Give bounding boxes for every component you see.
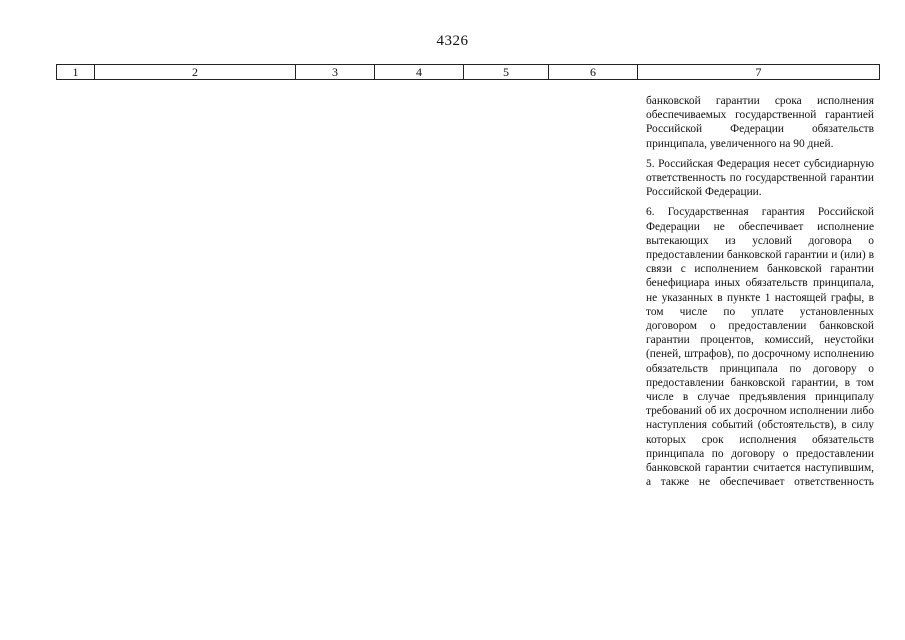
column-number-row bbox=[57, 65, 880, 80]
paragraph-continuation: банковской гарантии срока исполнения обеспечиваемых государственной гарантией Российской Федерации обязательств принципала, увеличенного на 90 дней. bbox=[646, 95, 874, 150]
column-header-table bbox=[56, 64, 880, 80]
column-number-1: 1 bbox=[57, 65, 95, 80]
column-number-2: 2 bbox=[95, 65, 296, 80]
column-number-5: 5 bbox=[464, 65, 549, 80]
column-number-7: 7 bbox=[638, 65, 880, 80]
page-number: 4326 bbox=[436, 33, 469, 49]
column-number-3: 3 bbox=[296, 65, 375, 80]
column-7-text bbox=[646, 94, 874, 495]
paragraph-item-6: 6. Государственная гарантия Российской Федерации не обеспечивает исполнение вытекающих из условий договора о предоставлении банковской гарантии и (или) в связи с исполнением банковской гарантии бенефициара иных обязательств принципала, не указанных в пункте 1 настоящей графы, в том числе по уплате установленных договором о предоставлении банковской гарантии процентов, комиссий, неустойки (пеней, штрафов), по досрочному исполнению обязательств принципала по договору о предоставлении банковской гарантии, в том числе в случае предъявления принципалу требований об их досрочном исполнении либо наступления событий (обстоятельств), в силу которых срок исполнения обязательств принципала по договору о предоставлении банковской гарантии считается наступившим, а также не обеспечивает ответственность bbox=[646, 206, 874, 489]
column-number-6: 6 bbox=[549, 65, 638, 80]
column-number-4: 4 bbox=[375, 65, 464, 80]
paragraph-item-5: 5. Российская Федерация несет субсидиарную ответственность по государственной гарантии Российской Федерации. bbox=[646, 157, 874, 199]
